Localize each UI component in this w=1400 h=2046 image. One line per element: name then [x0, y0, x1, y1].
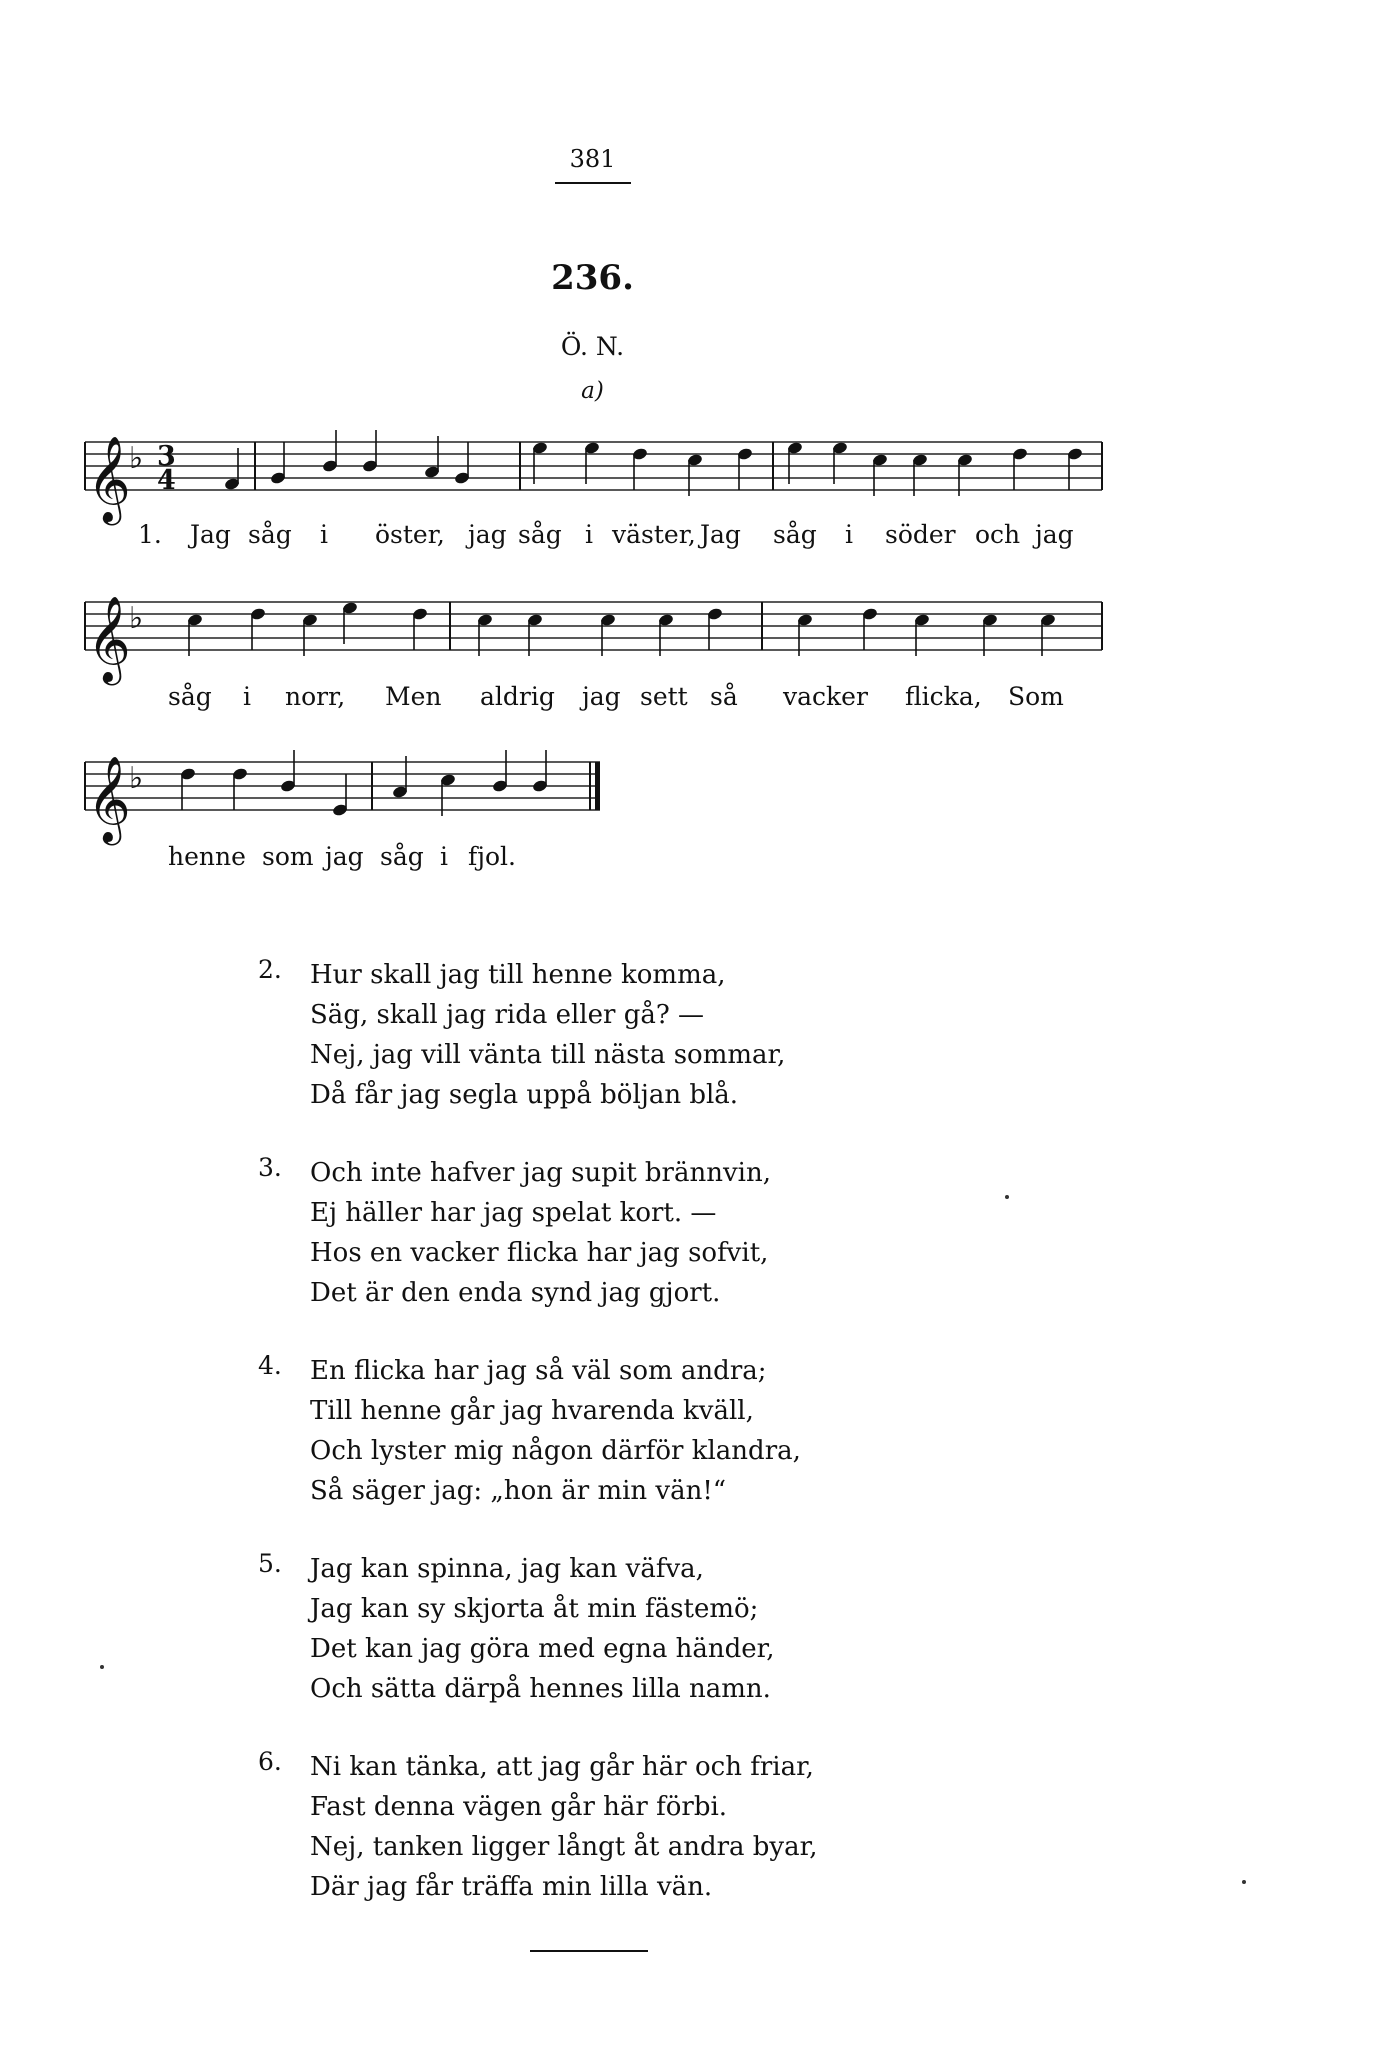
verse-line: Till henne går jag hvarenda kväll,	[310, 1396, 754, 1426]
lyric-word: som	[262, 842, 314, 871]
verse-line: Nej, jag vill vänta till nästa sommar,	[310, 1040, 786, 1070]
lyric-word: vacker	[783, 682, 868, 711]
lyric-word: i	[845, 520, 853, 549]
lyric-word: i	[320, 520, 328, 549]
verse-line: Nej, tanken ligger långt åt andra byar,	[310, 1832, 818, 1862]
staff-system-2	[0, 580, 1400, 690]
verse-line: Det är den enda synd jag gjort.	[310, 1278, 721, 1308]
flat-icon: ♭	[129, 761, 144, 796]
verse	[258, 955, 1158, 1115]
verse-line: Hur skall jag till henne komma,	[310, 960, 726, 990]
lyric-word: väster,	[612, 520, 696, 549]
verse-line: Och inte hafver jag supit brännvin,	[310, 1158, 771, 1188]
flat-icon: ♭	[129, 601, 144, 636]
verse-line: Hos en vacker flicka har jag sofvit,	[310, 1238, 769, 1268]
verse-line: Då får jag segla uppå böljan blå.	[310, 1080, 739, 1110]
verse-line: Jag kan sy skjorta åt min fästemö;	[310, 1594, 759, 1624]
verse-line: Så säger jag: „hon är min vän!“	[310, 1476, 727, 1506]
time-signature-top: 3	[157, 441, 176, 472]
lyric-word: Som	[1008, 682, 1064, 711]
verse-line: Där jag får träffa min lilla vän.	[310, 1872, 713, 1902]
lyric-word: öster,	[375, 520, 445, 549]
end-rule	[530, 1950, 648, 1952]
verse	[258, 1549, 1158, 1709]
verse-number: 2.	[258, 955, 282, 984]
flat-icon: ♭	[129, 441, 144, 476]
lyric-word: Jag	[190, 520, 231, 549]
verse	[258, 1153, 1158, 1313]
verse-line: Ej häller har jag spelat kort. —	[310, 1198, 717, 1228]
lyric-line-3	[0, 842, 1400, 876]
verse	[258, 1747, 1158, 1907]
treble-clef-icon: 𝄞	[87, 436, 131, 522]
lyric-word: 1.	[138, 520, 162, 549]
treble-clef-icon: 𝄞	[87, 596, 131, 682]
lyric-word: så	[710, 682, 738, 711]
lyric-word: jag	[468, 520, 507, 549]
lyric-word: jag	[582, 682, 621, 711]
lyric-word: flicka,	[905, 682, 982, 711]
verses	[258, 955, 1158, 1945]
lyric-word: sett	[640, 682, 688, 711]
lyric-word: såg	[168, 682, 212, 711]
lyric-word: jag	[325, 842, 364, 871]
lyric-word: såg	[518, 520, 562, 549]
print-speck	[100, 1665, 104, 1669]
lyric-word: fjol.	[468, 842, 516, 871]
lyric-line-2	[0, 682, 1400, 716]
verse	[258, 1351, 1158, 1511]
page-number: 381	[569, 145, 616, 173]
final-barline-thick	[595, 762, 600, 810]
verse-line: Det kan jag göra med egna händer,	[310, 1634, 775, 1664]
verse-line: Ni kan tänka, att jag går här och friar,	[310, 1752, 814, 1782]
print-speck	[1005, 1195, 1009, 1199]
variant-label: a)	[581, 378, 604, 404]
lyric-word: såg	[773, 520, 817, 549]
verse-line: Och sätta därpå hennes lilla namn.	[310, 1674, 771, 1704]
treble-clef-icon: 𝄞	[87, 756, 131, 842]
page-number-rule	[555, 182, 631, 184]
verse-line: En flicka har jag så väl som andra;	[310, 1356, 767, 1386]
lyric-word: i	[585, 520, 593, 549]
lyric-word: och	[975, 520, 1021, 549]
lyric-word: Jag	[700, 520, 741, 549]
lyric-word: Men	[385, 682, 442, 711]
verse-line: Fast denna vägen går här förbi.	[310, 1792, 728, 1822]
verse-number: 5.	[258, 1549, 282, 1578]
lyric-word: söder	[885, 520, 956, 549]
lyric-word: aldrig	[480, 682, 555, 711]
verse-number: 4.	[258, 1351, 282, 1380]
song-number: 236.	[551, 258, 634, 298]
staff-system-3	[0, 740, 1400, 850]
lyric-word: henne	[168, 842, 246, 871]
staff-system-1	[0, 420, 1400, 530]
print-speck	[1242, 1880, 1246, 1884]
verse-line: Och lyster mig någon därför klandra,	[310, 1436, 801, 1466]
lyric-word: norr,	[285, 682, 346, 711]
verse-number: 3.	[258, 1153, 282, 1182]
lyric-word: i	[440, 842, 448, 871]
verse-line: Säg, skall jag rida eller gå? —	[310, 1000, 705, 1030]
lyric-word: såg	[248, 520, 292, 549]
lyric-line-1	[0, 520, 1400, 554]
lyric-word: såg	[380, 842, 424, 871]
time-signature-bottom: 4	[157, 465, 176, 496]
lyric-word: jag	[1035, 520, 1074, 549]
verse-line: Jag kan spinna, jag kan väfva,	[310, 1554, 704, 1584]
verse-number: 6.	[258, 1747, 282, 1776]
lyric-word: i	[243, 682, 251, 711]
song-source: Ö. N.	[560, 332, 625, 361]
